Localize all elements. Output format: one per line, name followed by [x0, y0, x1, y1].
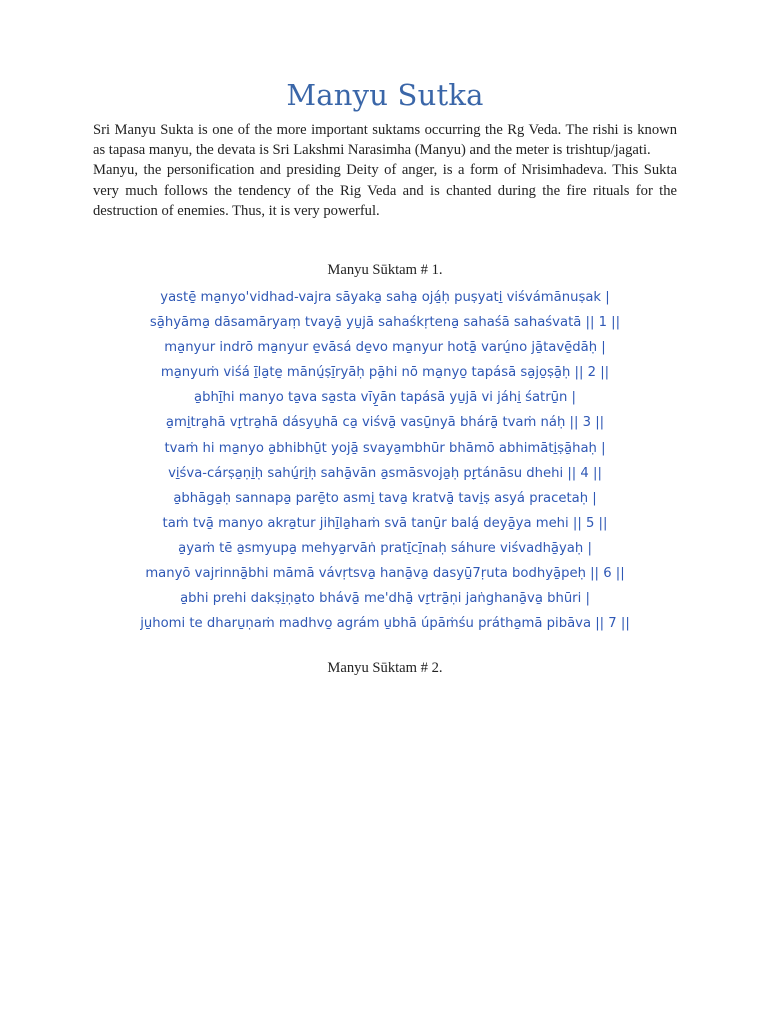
- section-1-heading: Manyu Sūktam # 1.: [327, 262, 443, 278]
- verse-line: vi̱śva-cárṣa̱ṇi̱ḥ sahú̱ri̱ḥ sahā̱vān a̱smāsvoja̱ḥ pṛ̱tánāsu dhehi || 4 ||: [168, 465, 602, 481]
- section-2-heading: Manyu Sūktam # 2.: [327, 660, 443, 676]
- verse-line: a̱bhāga̱ḥ sannapa̱ parē̱to asmi̱ tava̱ kratvā̱ tavi̱ṣ asyá pracetaḥ |: [173, 490, 597, 506]
- verse-line: a̱mi̱tra̱hā vṛ̱tra̱hā dásyu̱hā ca̱ viśvā̱ vasū̱nyā bhárā̱ tvaṁ náḥ || 3 ||: [165, 415, 605, 431]
- intro-text: [93, 121, 677, 222]
- verse-line: a̱bhi prehi dakṣi̱ṇa̱to bhávā̱ me'dhā̱ vṛ̱trā̱ṇi jaṅghanā̱va̱ bhūri |: [180, 591, 590, 607]
- verse-line: sā̱hyāma̱ dāsamāryaṃ tvayā̱ yu̱jā sahaśkṛtena̱ sahaśā sahaśvatā || 1 ||: [149, 315, 621, 331]
- verse-line: taṁ tvā̱ manyo akra̱tur jihī̱la̱haṁ svā tanū̱r balá̱ deyā̱ya mehi || 5 ||: [162, 515, 608, 531]
- verse-line: yastē̱ ma̱nyo'vidhad-vajra sāyaka̱ saha̱ ojá̱ḥ puṣyati̱ viśvámānuṣak |: [160, 290, 610, 305]
- verse-line: manyō vajrinnā̱bhi māmā vávṛtsva̱ hanā̱va̱ dasyū̱7ṛuta bodhyā̱peḥ || 6 ||: [145, 566, 625, 582]
- verse-line: tvaṁ hi ma̱nyo a̱bhibhū̱t yojā̱ svaya̱mbhūr bhāmō abhimāti̱ṣā̱haḥ |: [164, 440, 606, 456]
- intro-paragraph-1: Sri Manyu Sukta is one of the more important suktams occurring the Rg Veda. The rishi is known as tapasa manyu, the devata is Sri Lakshmi Narasimha (Manyu) and the meter is trishtup/jagati.: [93, 122, 677, 158]
- page-title: Manyu Sutka: [286, 78, 484, 112]
- verse-line: a̱yaṁ tē a̱smyupa̱ mehya̱rvāṅ pratī̱cī̱naḥ sáhure viśvadhā̱yaḥ |: [178, 540, 592, 556]
- section-1-verses: [53, 285, 717, 636]
- verse-line: ma̱nyuṁ viśá ī̱la̱te̱ mānú̱ṣī̱ryāḥ pā̱hi nō ma̱nyo̱ tapásā sa̱jo̱ṣā̱ḥ || 2 ||: [160, 365, 610, 381]
- intro-paragraph-2: Manyu, the personification and presiding Deity of anger, is a form of Nrisimhadeva. This Sukta very much follows the tendency of the Rig Veda and is chanted during the fire rituals for the destruction of enemies. Thus, it is very powerful.: [93, 162, 677, 219]
- verse-line: ma̱nyur indrō ma̱nyur e̱vāsá de̱vo ma̱nyur hotā̱ varú̱no jā̱tavē̱dāḥ |: [164, 340, 606, 356]
- verse-line: a̱bhī̱hi manyo ta̱va sa̱sta vīy̱ān tapásā yu̱jā vi jáhi̱ śatrū̱n |: [194, 390, 576, 406]
- verse-line: ju̱homi te dharu̱ṇaṁ madhvo̱ agrám u̱bhā úpāṁśu prátha̱mā pibāva || 7 ||: [140, 616, 630, 632]
